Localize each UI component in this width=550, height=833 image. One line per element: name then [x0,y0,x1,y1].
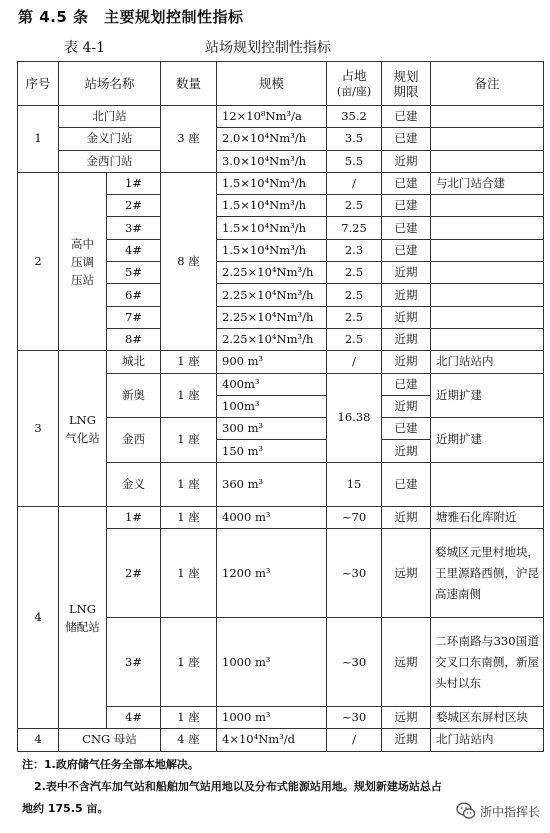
period-cell: 已建 [382,106,431,128]
area-cell: 2.5 [327,306,382,328]
seq-cell: 3 [18,351,59,506]
area-cell: 2.5 [327,328,382,350]
area-cell: 3.5 [327,128,382,150]
scale-cell: 100m³ [217,395,327,417]
scale-cell: 2.25×10⁴Nm³/h [217,284,327,306]
watermark [456,801,540,821]
period-cell: 已建 [382,195,431,217]
table-row [18,128,544,150]
sub-name: 2# [107,195,161,217]
note-cell: 与北门站合建 [431,172,544,194]
sub-name: 5# [107,262,161,284]
scale-cell: 2.25×10⁴Nm³/h [217,306,327,328]
note-cell [431,284,544,306]
note-cell [431,306,544,328]
sub-name: 4# [107,239,161,261]
sub-name: 8# [107,328,161,350]
note-cell: 二环南路与330国道交叉口东南侧，新屋头村以东 [431,618,544,707]
sub-name: 2# [107,529,161,618]
station-type: 高中 压调 压站 [59,172,107,350]
scale-cell: 1.5×10⁴Nm³/h [217,195,327,217]
period-cell: 已建 [382,462,431,506]
period-cell: 近期 [382,328,431,350]
sub-name: 4# [107,707,161,729]
area-cell: 35.2 [327,106,382,128]
sub-name: 7# [107,306,161,328]
seq-cell: 2 [18,172,59,350]
station-type: LNG 气化站 [59,351,107,506]
scale-cell: 1000 m³ [217,618,327,707]
note-cell: 近期扩建 [431,373,544,418]
period-cell: 近期 [382,729,431,751]
area-cell: ~30 [327,707,382,729]
period-cell: 已建 [382,128,431,150]
count-cell: 1 座 [161,462,217,506]
period-cell: 近期 [382,284,431,306]
sub-name: 3# [107,217,161,239]
station-name: 北门站 [59,106,161,128]
scale-cell: 12×10⁸Nm³/a [217,106,327,128]
sub-name: 城北 [107,351,161,373]
period-cell: 远期 [382,529,431,618]
period-cell: 已建 [382,373,431,395]
area-cell: 7.25 [327,217,382,239]
scale-cell: 1200 m³ [217,529,327,618]
note-line-1: 注：1.政府储气任务全部本地解决。 [22,758,199,771]
header-seq: 序号 [18,62,59,106]
scale-cell: 3.0×10⁴Nm³/h [217,150,327,172]
scale-cell: 1.5×10⁴Nm³/h [217,217,327,239]
period-cell: 近期 [382,150,431,172]
note-cell [431,239,544,261]
sub-name: 6# [107,284,161,306]
scale-cell: 4000 m³ [217,506,327,528]
scale-cell: 400m³ [217,373,327,395]
area-cell: 2.5 [327,195,382,217]
scale-cell: 1000 m³ [217,707,327,729]
count-cell: 4 座 [161,729,217,751]
count-cell: 1 座 [161,618,217,707]
table-row [18,172,544,194]
note-cell: 塘雅石化库附近 [431,506,544,528]
table-row [18,150,544,172]
period-cell: 已建 [382,239,431,261]
note-cell [431,195,544,217]
header-count: 数量 [161,62,217,106]
scale-cell: 900 m³ [217,351,327,373]
period-cell: 近期 [382,440,431,462]
area-cell: 2.5 [327,284,382,306]
area-cell: / [327,172,382,194]
scale-cell: 300 m³ [217,418,327,440]
period-cell: 已建 [382,172,431,194]
note-cell [431,128,544,150]
period-cell: 远期 [382,707,431,729]
note-cell: 婺城区元里村地块，王里源路西侧，沪昆高速南侧 [431,529,544,618]
table-row [18,506,544,528]
header-note: 备注 [431,62,544,106]
area-cell: 2.3 [327,239,382,261]
planning-indicator-table [17,61,544,752]
area-cell: 2.5 [327,262,382,284]
area-cell: / [327,351,382,373]
period-cell: 已建 [382,418,431,440]
period-cell: 已建 [382,217,431,239]
scale-cell: 2.25×10⁴Nm³/h [217,328,327,350]
station-name: 金义门站 [59,128,161,150]
sub-name: 3# [107,618,161,707]
header-area: 占地 (亩/座) [327,62,382,106]
count-cell: 8 座 [161,172,217,350]
note-cell [431,106,544,128]
note-cell [431,217,544,239]
note-cell [431,328,544,350]
table-title: 站场规划控制性指标 [205,40,331,56]
seq-cell: 4 [18,729,59,751]
period-cell: 近期 [382,395,431,417]
area-cell: ~30 [327,618,382,707]
area-cell: ~70 [327,506,382,528]
sub-name: 金西 [107,418,161,463]
note-line-2: 2.表中不含汽车加气站和船舶加气站用地以及分布式能源站用地。规划新建场站总占 [34,780,442,793]
area-cell: 15 [327,462,382,506]
seq-cell: 4 [18,506,59,729]
wechat-icon [456,801,476,821]
table-header-row [18,62,544,106]
note-cell [431,262,544,284]
period-cell: 近期 [382,351,431,373]
count-cell: 1 座 [161,418,217,463]
header-period: 规划 期限 [382,62,431,106]
area-cell: 16.38 [327,373,382,462]
station-name: 金西门站 [59,150,161,172]
period-cell: 远期 [382,618,431,707]
sub-name: 1# [107,172,161,194]
header-name: 站场名称 [59,62,161,106]
period-cell: 近期 [382,506,431,528]
note-cell [431,462,544,506]
count-cell: 1 座 [161,707,217,729]
period-cell: 近期 [382,306,431,328]
scale-cell: 2.0×10⁴Nm³/h [217,128,327,150]
table-row [18,351,544,373]
table-row [18,729,544,751]
note-cell: 婺城区东屏村区块 [431,707,544,729]
note-cell: 北门站站内 [431,351,544,373]
scale-cell: 1.5×10⁴Nm³/h [217,172,327,194]
note-cell [431,150,544,172]
scale-cell: 2.25×10⁴Nm³/h [217,262,327,284]
section-title: 第 4.5 条 主要规划控制性指标 [18,8,244,26]
station-type: LNG 储配站 [59,506,107,729]
area-cell: / [327,729,382,751]
watermark-text: 浙中指挥长 [479,804,540,819]
scale-cell: 150 m³ [217,440,327,462]
area-cell: 5.5 [327,150,382,172]
period-cell: 近期 [382,262,431,284]
note-cell: 北门站站内 [431,729,544,751]
sub-name: 1# [107,506,161,528]
note-line-3: 地约 175.5 亩。 [22,802,109,815]
header-scale: 规模 [217,62,327,106]
table-number: 表 4-1 [64,40,105,56]
count-cell: 1 座 [161,351,217,373]
count-cell: 1 座 [161,373,217,418]
sub-name: 金义 [107,462,161,506]
station-name: CNG 母站 [59,729,161,751]
note-cell: 近期扩建 [431,418,544,463]
sub-name: 新奥 [107,373,161,418]
scale-cell: 4×10⁴Nm³/d [217,729,327,751]
scale-cell: 360 m³ [217,462,327,506]
area-cell: ~30 [327,529,382,618]
table-row [18,106,544,128]
count-cell: 3 座 [161,106,217,173]
scale-cell: 1.5×10⁴Nm³/h [217,239,327,261]
count-cell: 1 座 [161,529,217,618]
count-cell: 1 座 [161,506,217,528]
seq-cell: 1 [18,106,59,173]
